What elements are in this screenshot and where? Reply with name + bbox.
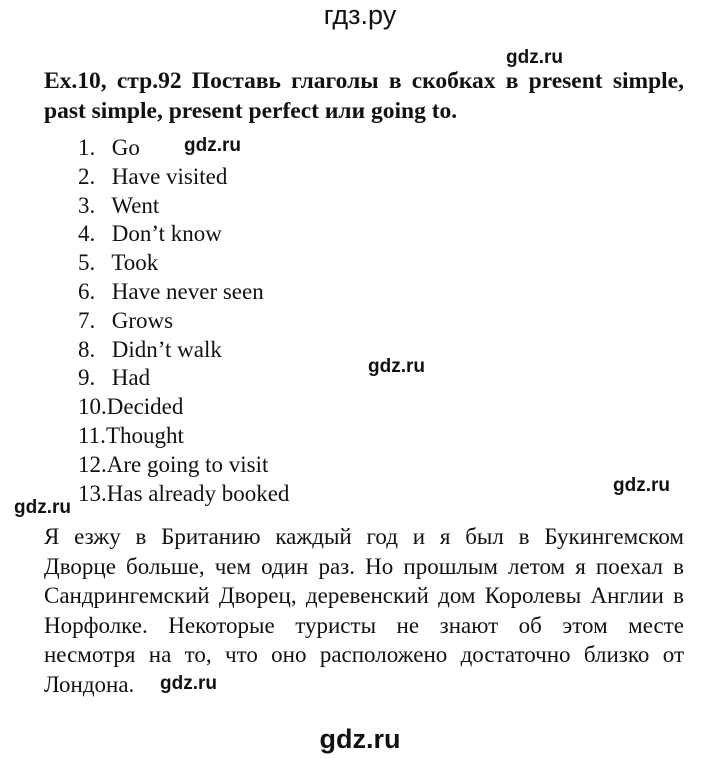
exercise-heading <box>44 66 684 126</box>
watermark: gdz.ru <box>14 497 71 518</box>
watermark: gdz.ru <box>613 475 670 496</box>
answer-item <box>78 422 289 451</box>
answer-text: Has already booked <box>106 480 290 506</box>
answer-number: 6. <box>78 278 96 304</box>
answer-number: 3. <box>78 192 96 218</box>
answer-item <box>78 192 289 221</box>
heading-line: past simple, present perfect или going to. <box>44 98 458 124</box>
answer-list <box>78 134 289 508</box>
translation-paragraph <box>44 522 684 699</box>
answer-text: Decided <box>106 394 184 420</box>
answer-item <box>78 336 289 365</box>
answer-text: Didn’t walk <box>106 336 222 362</box>
answer-number: 4. <box>78 221 96 247</box>
answer-item <box>78 278 289 307</box>
answer-text: Go <box>106 135 140 160</box>
translation-line: Норфолке. Некоторые туристы не знают об этом месте <box>44 612 684 638</box>
answer-text: Thought <box>106 422 184 448</box>
answer-text: Don’t know <box>106 221 222 247</box>
translation-line: Сандрингемский Дворец, деревенский дом Королевы Англии в <box>44 583 684 608</box>
answer-item <box>78 220 289 249</box>
answer-text: Are going to visit <box>106 451 269 477</box>
watermark: gdz.ru <box>368 356 425 377</box>
answer-item <box>78 393 289 422</box>
watermark: gdz.ru <box>184 135 241 156</box>
answer-number: 12. <box>78 451 107 477</box>
translation-line: несмотря на то, что оно расположено достаточно близко от <box>44 642 684 667</box>
answer-item <box>78 249 289 278</box>
answer-item <box>78 364 289 393</box>
answer-number: 13. <box>78 480 107 506</box>
answer-item <box>78 163 289 192</box>
translation-line: Лондона. <box>44 671 135 697</box>
answer-text: Had <box>106 365 151 391</box>
answer-item <box>78 307 289 336</box>
watermark-top: гдз.ру <box>323 0 397 30</box>
translation-line: Я езжу в Британию каждый год и я был в Букингемском <box>44 524 684 549</box>
heading-line: Ex.10, стр.92 Поставь глаголы в скобках в present simple, <box>44 68 684 94</box>
watermark-bottom: gdz.ru <box>319 724 401 754</box>
answer-text: Went <box>106 192 160 218</box>
answer-number: 10. <box>78 394 107 420</box>
answer-text: Grows <box>106 307 174 333</box>
answer-number: 11. <box>78 422 106 448</box>
answer-number: 9. <box>78 365 96 391</box>
answer-number: 1. <box>78 135 96 160</box>
answer-number: 8. <box>78 336 96 362</box>
answer-item <box>78 451 289 480</box>
answer-text: Have never seen <box>106 278 264 304</box>
answer-number: 2. <box>78 163 96 189</box>
answer-number: 5. <box>78 250 96 276</box>
translation-line: Дворце больше, чем один раз. Но прошлым летом я поехал в <box>44 553 684 579</box>
watermark: gdz.ru <box>506 47 563 68</box>
watermark: gdz.ru <box>160 673 217 694</box>
answer-text: Took <box>106 250 159 276</box>
answer-item <box>78 134 289 163</box>
answer-item <box>78 480 289 509</box>
answer-text: Have visited <box>106 163 228 189</box>
answer-number: 7. <box>78 307 96 333</box>
